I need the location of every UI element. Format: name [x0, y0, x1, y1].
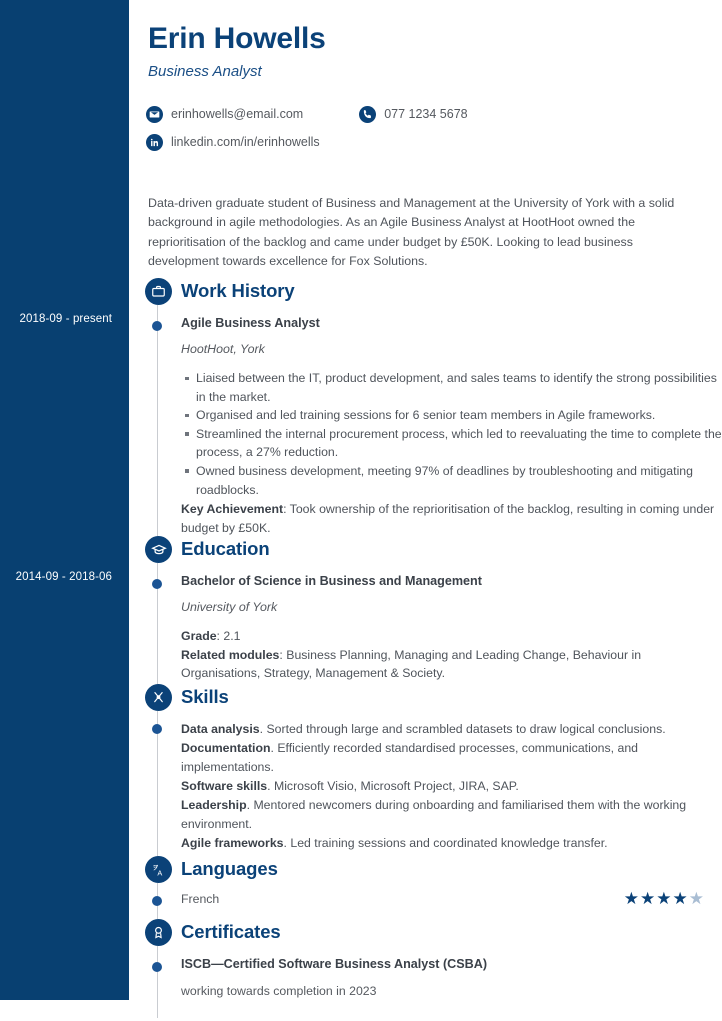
job-title: Business Analyst: [148, 63, 262, 80]
key-achievement: [181, 500, 722, 537]
timeline-dot: [152, 724, 162, 734]
professional-summary: Data-driven graduate student of Business and Management at the University of York with a solid background in agile methodologies. As an Agile Business Analyst at HootHoot owned the reprioritisation of the backlog and came under budget by £50K. Looking to lead business development towards excellence for Fox Solutions.: [148, 196, 675, 269]
contact-email[interactable]: [146, 106, 303, 123]
svg-text:A: A: [156, 867, 162, 877]
language-row: [129, 886, 722, 906]
education-grade: [181, 627, 722, 646]
section-languages: [129, 856, 722, 906]
left-sidebar: [0, 0, 129, 1000]
list-item: [181, 720, 722, 739]
education-details: [181, 627, 722, 683]
star-filled: ★: [656, 889, 673, 908]
skill-desc: . Microsoft Visio, Microsoft Project, JIRA, SAP.: [267, 779, 519, 793]
linkedin-icon: [146, 134, 163, 151]
section-education: [129, 536, 722, 683]
education-grade-label: Grade: [181, 629, 217, 643]
key-achievement-label: Key Achievement: [181, 502, 284, 517]
work-entry-title: Agile Business Analyst: [181, 316, 320, 330]
timeline-dot: [152, 962, 162, 972]
svg-text:ヲ: ヲ: [151, 863, 159, 871]
star-filled: ★: [640, 889, 657, 908]
tools-icon: [145, 684, 172, 711]
contact-linkedin[interactable]: [146, 134, 320, 151]
star-filled: ★: [672, 889, 689, 908]
education-institution: University of York: [181, 600, 278, 614]
star-filled: ★: [623, 889, 640, 908]
skill-name: Documentation: [181, 741, 271, 755]
briefcase-icon: [145, 278, 172, 305]
section-header-certificates: [129, 919, 722, 949]
language-name: French: [181, 892, 220, 906]
section-title-certificates: Certificates: [181, 921, 281, 942]
skill-name: Agile frameworks: [181, 836, 284, 850]
list-item: [181, 796, 722, 834]
translate-icon: [145, 856, 172, 883]
section-certificates: [129, 919, 722, 998]
education-grade-value: : 2.1: [216, 629, 241, 643]
skills-entry: [129, 714, 722, 853]
list-item: Organised and led training sessions for 6 senior team members in Agile frameworks.: [196, 406, 722, 425]
skill-name: Data analysis: [181, 722, 260, 736]
graduation-cap-icon: [145, 536, 172, 563]
certificate-note: working towards completion in 2023: [181, 984, 377, 998]
star-empty: ★: [688, 889, 705, 908]
work-bullet-list: [181, 369, 722, 499]
education-date-range: 2014-09 - 2018-06: [15, 571, 112, 583]
resume-main-column: [129, 0, 722, 1021]
education-modules-label: Related modules: [181, 647, 280, 662]
certificate-entry: [129, 949, 722, 998]
certificate-title: ISCB—Certified Software Business Analyst (CSBA): [181, 957, 488, 971]
section-header-skills: [129, 684, 722, 714]
section-title-skills: Skills: [181, 686, 229, 707]
phone-icon: [359, 106, 376, 123]
award-icon: [145, 919, 172, 946]
education-entry: [129, 566, 722, 683]
email-icon: [146, 106, 163, 123]
contact-details: [146, 100, 706, 156]
skill-name: Software skills: [181, 779, 268, 793]
list-item: [181, 739, 722, 777]
contact-row-secondary: [146, 128, 706, 156]
education-degree: Bachelor of Science in Business and Management: [181, 574, 482, 588]
work-entry-employer: HootHoot, York: [181, 342, 265, 356]
list-item: [181, 834, 722, 853]
section-header-education: [129, 536, 722, 566]
skill-desc: . Mentored newcomers during onboarding and familiarised them with the working environment.: [181, 798, 687, 831]
timeline-dot: [152, 896, 162, 906]
contact-row-primary: [146, 100, 706, 128]
section-title-education: Education: [181, 538, 270, 559]
skill-desc: . Efficiently recorded standardised processes, communications, and implementations.: [181, 741, 639, 774]
list-item: Streamlined the internal procurement process, which led to reevaluating the time to complete the process, a 27% reduction.: [196, 425, 722, 462]
section-header-work: [129, 278, 722, 308]
skill-desc: . Sorted through large and scrambled datasets to draw logical conclusions.: [259, 722, 666, 736]
skill-desc: . Led training sessions and coordinated knowledge transfer.: [283, 836, 608, 850]
list-item: Liaised between the IT, product development, and sales teams to identify the strong possibilities in the market.: [196, 369, 722, 406]
list-item: Owned business development, meeting 97% of deadlines by troubleshooting and mitigating roadblocks.: [196, 462, 722, 499]
list-item: [181, 777, 722, 796]
contact-phone-text: 077 1234 5678: [384, 107, 468, 121]
work-entry-body: [181, 369, 722, 537]
section-header-languages: [129, 856, 722, 886]
key-achievement-text: : Took ownership of the reprioritisation of the backlog, resulting in coming under budget by £50K.: [181, 502, 715, 535]
education-modules: [181, 646, 722, 683]
contact-phone[interactable]: [359, 106, 467, 123]
work-entry: [129, 308, 722, 537]
timeline-dot: [152, 579, 162, 589]
contact-email-text: erinhowells@email.com: [171, 107, 304, 121]
section-work-history: [129, 278, 722, 537]
education-modules-value: : Business Planning, Managing and Leading Change, Behaviour in Organisations, Strategy, Management & Society.: [181, 647, 642, 681]
section-title-languages: Languages: [181, 858, 278, 879]
language-rating: [624, 890, 705, 907]
work-date-range: 2018-09 - present: [19, 313, 112, 325]
section-title-work: Work History: [181, 280, 295, 301]
timeline-dot: [152, 321, 162, 331]
skill-name: Leadership: [181, 798, 247, 812]
section-skills: [129, 684, 722, 853]
page-title: Erin Howells: [148, 22, 326, 55]
contact-linkedin-text: linkedin.com/in/erinhowells: [171, 135, 320, 149]
